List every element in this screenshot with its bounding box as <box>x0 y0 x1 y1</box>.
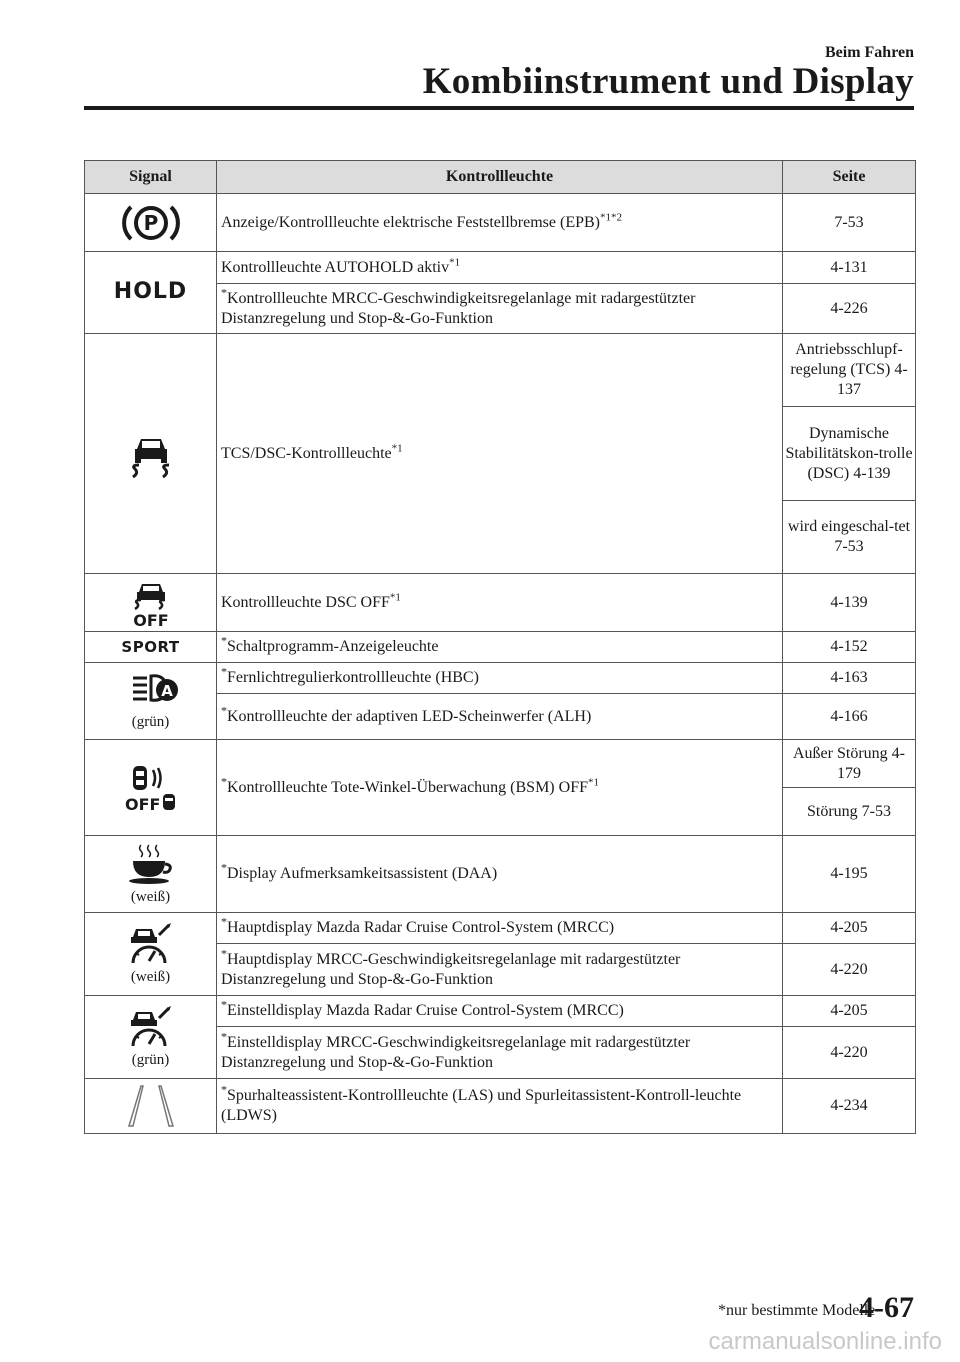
description-cell <box>217 1027 783 1079</box>
watermark: carmanualsonline.info <box>708 1328 942 1355</box>
svg-text:P: P <box>143 210 158 235</box>
color-caption: (weiß) <box>130 889 171 905</box>
model-marker: * <box>221 1082 227 1097</box>
table-row-epb <box>85 194 916 252</box>
description-text: Kontrollleuchte MRCC-Geschwindigkeitsregelanlage mit radargestützter Distanzregelung und Stop-&-Go-Funktion <box>221 289 696 327</box>
page-ref: 4-195 <box>783 836 916 913</box>
description-text: Fernlichtregulierkontrollleuchte (HBC) <box>227 669 479 686</box>
table-header-row <box>85 161 916 194</box>
page-ref: 4-139 <box>783 574 916 632</box>
signal-cell <box>85 996 217 1079</box>
model-marker: * <box>221 285 227 300</box>
description-text: Display Aufmerksamkeitsassistent (DAA) <box>227 865 498 882</box>
page-ref: Dynamische Stabilitätskon-trolle (DSC) 4-139 <box>783 407 916 501</box>
color-caption: (weiß) <box>130 969 171 985</box>
description-cell <box>217 632 783 663</box>
footnote-legend: *nur bestimmte Modelle <box>718 1302 876 1319</box>
footnote-marker: *1 <box>587 776 599 789</box>
table-row-hbc-1 <box>85 663 916 694</box>
model-marker: * <box>221 860 227 875</box>
table-row-sport <box>85 632 916 663</box>
color-caption: (grün) <box>131 1052 170 1068</box>
page-ref: 4-205 <box>783 996 916 1027</box>
description-text: Einstelldisplay Mazda Radar Cruise Control-System (MRCC) <box>227 1002 624 1019</box>
bsm-off-icon <box>119 762 183 814</box>
description-text: TCS/DSC-Kontrollleuchte <box>221 444 392 462</box>
section-label: Beim Fahren <box>824 44 914 61</box>
model-marker: * <box>221 914 227 929</box>
page-ref: 4-152 <box>783 632 916 663</box>
description-text: Hauptdisplay Mazda Radar Cruise Control-System (MRCC) <box>227 919 615 936</box>
page-title: Kombiinstrument und Display <box>422 61 914 102</box>
svg-text:A: A <box>160 682 173 700</box>
header-rule <box>84 106 914 110</box>
page-ref: 4-220 <box>783 1027 916 1079</box>
page-ref: 7-53 <box>783 194 916 252</box>
model-marker: * <box>221 1029 227 1044</box>
model-marker: * <box>221 703 227 718</box>
page-ref: 4-166 <box>783 694 916 740</box>
signal-cell <box>85 334 217 574</box>
description-cell <box>217 944 783 996</box>
sport-icon: SPORT <box>121 637 180 656</box>
description-cell <box>217 284 783 334</box>
off-label: OFF <box>132 610 169 628</box>
model-marker: * <box>221 997 227 1012</box>
signal-cell <box>85 836 217 913</box>
hold-icon: HOLD <box>113 278 188 304</box>
page-ref: Störung 7-53 <box>783 788 916 836</box>
model-marker: * <box>221 774 227 789</box>
footnote-marker: *1 <box>449 256 461 269</box>
col-header-seite: Seite <box>783 161 916 194</box>
col-header-signal: Signal <box>85 161 217 194</box>
radar-cruise-icon <box>119 1004 183 1048</box>
page-ref: 4-205 <box>783 913 916 944</box>
description-text: Spurhalteassistent-Kontrollleuchte (LAS) und Spurleitassistent-Kontroll-leuchte (LDWS) <box>221 1087 742 1124</box>
auto-high-beam-icon <box>119 670 183 710</box>
model-marker: * <box>221 946 227 961</box>
page-number: 4-67 <box>859 1291 914 1324</box>
description-cell <box>217 334 783 574</box>
model-marker: * <box>221 633 227 648</box>
footnote-marker: *1 <box>391 442 403 455</box>
description-cell <box>217 194 783 252</box>
page-ref: 4-131 <box>783 252 916 284</box>
signal-cell <box>85 574 217 632</box>
description-text: Hauptdisplay MRCC-Geschwindigkeitsregelanlage mit radargestützter Distanzregelung und Stop-&-Go-Funktion <box>221 950 681 988</box>
page-ref: 4-163 <box>783 663 916 694</box>
description-text: Einstelldisplay MRCC-Geschwindigkeitsregelanlage mit radargestützter Distanzregelung und Stop-&-Go-Funktion <box>221 1033 691 1071</box>
signal-cell <box>85 913 217 996</box>
signal-table <box>84 160 916 1134</box>
description-cell <box>217 1079 783 1134</box>
page-ref: Antriebsschlupf-regelung (TCS) 4-137 <box>783 334 916 407</box>
footnote-marker: *1*2 <box>600 211 622 224</box>
col-header-kontrollleuchte: Kontrollleuchte <box>217 161 783 194</box>
description-cell <box>217 252 783 284</box>
signal-cell <box>85 632 217 663</box>
table-row-mrcc-set-1 <box>85 996 916 1027</box>
description-cell <box>217 694 783 740</box>
description-cell <box>217 663 783 694</box>
description-cell <box>217 836 783 913</box>
color-caption: (grün) <box>131 714 170 730</box>
description-text: Kontrollleuchte Tote-Winkel-Überwachung (BSM) OFF <box>227 778 588 796</box>
lane-lines-icon <box>111 1082 191 1130</box>
model-marker: * <box>221 664 227 679</box>
page-ref: 4-220 <box>783 944 916 996</box>
signal-cell <box>85 1079 217 1134</box>
signal-cell <box>85 252 217 334</box>
dsc-off-icon <box>119 578 183 628</box>
footnote-marker: *1 <box>389 591 401 604</box>
signal-cell <box>85 194 217 252</box>
description-text: Kontrollleuchte DSC OFF <box>221 593 390 611</box>
table-row-daa <box>85 836 916 913</box>
tcs-dsc-icon <box>119 429 183 479</box>
signal-cell <box>85 663 217 740</box>
description-cell <box>217 996 783 1027</box>
table-row-dsc-off <box>85 574 916 632</box>
table-row-hold-1 <box>85 252 916 284</box>
signal-cell <box>85 740 217 836</box>
description-text: Kontrollleuchte AUTOHOLD aktiv <box>221 258 450 276</box>
description-text: Anzeige/Kontrollleuchte elektrische Feststellbremse (EPB) <box>221 213 600 231</box>
table-row-bsm-1 <box>85 740 916 788</box>
radar-cruise-icon <box>119 921 183 965</box>
table-row-mrcc-main-1 <box>85 913 916 944</box>
page-ref: 4-226 <box>783 284 916 334</box>
page-ref: Außer Störung 4-179 <box>783 740 916 788</box>
description-cell <box>217 740 783 836</box>
description-cell <box>217 913 783 944</box>
off-label: OFF <box>124 794 160 814</box>
table-row-tcs-1 <box>85 334 916 407</box>
table-row-las <box>85 1079 916 1134</box>
parking-brake-icon <box>119 201 183 245</box>
coffee-cup-icon <box>119 841 183 885</box>
description-text: Kontrollleuchte der adaptiven LED-Scheinwerfer (ALH) <box>227 707 592 725</box>
page-ref: wird eingeschal-tet 7-53 <box>783 501 916 574</box>
page-ref: 4-234 <box>783 1079 916 1134</box>
description-text: Schaltprogramm-Anzeigeleuchte <box>227 638 439 655</box>
description-cell <box>217 574 783 632</box>
